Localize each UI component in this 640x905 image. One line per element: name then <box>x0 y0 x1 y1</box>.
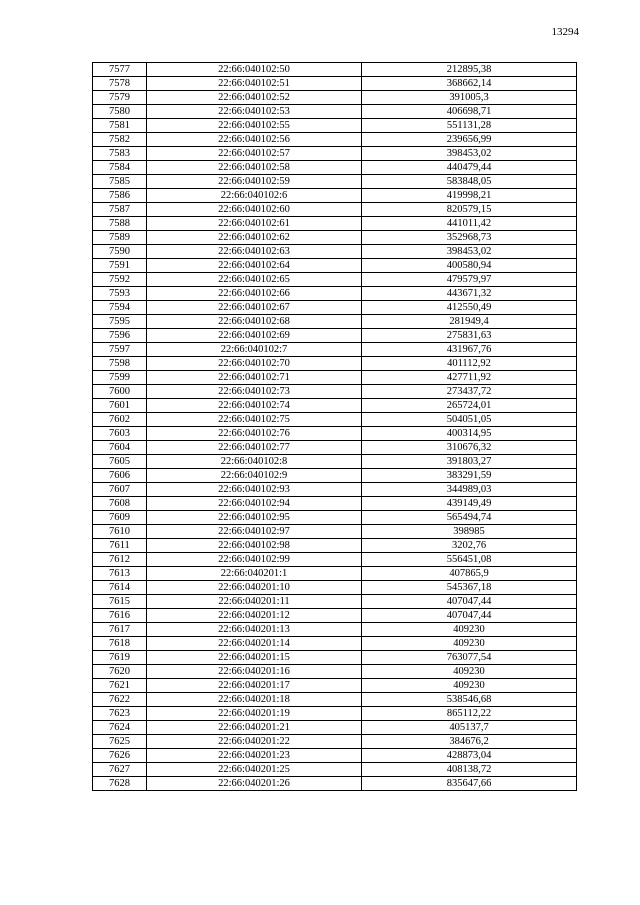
row-number-cell: 7586 <box>93 189 147 203</box>
table-row <box>93 63 577 77</box>
row-number-cell: 7624 <box>93 721 147 735</box>
row-number-cell: 7600 <box>93 385 147 399</box>
cadastral-value-cell: 431967,76 <box>362 343 577 357</box>
row-number-cell: 7593 <box>93 287 147 301</box>
row-number-cell: 7626 <box>93 749 147 763</box>
table-row <box>93 651 577 665</box>
cadastral-number-cell: 22:66:040102:95 <box>147 511 362 525</box>
cadastral-value-cell: 479579,97 <box>362 273 577 287</box>
row-number-cell: 7597 <box>93 343 147 357</box>
cadastral-number-cell: 22:66:040201:19 <box>147 707 362 721</box>
cadastral-value-cell: 440479,44 <box>362 161 577 175</box>
cadastral-number-cell: 22:66:040201:26 <box>147 777 362 791</box>
row-number-cell: 7583 <box>93 147 147 161</box>
table-row <box>93 623 577 637</box>
table-row <box>93 413 577 427</box>
row-number-cell: 7610 <box>93 525 147 539</box>
row-number-cell: 7622 <box>93 693 147 707</box>
table-row <box>93 105 577 119</box>
cadastral-number-cell: 22:66:040201:11 <box>147 595 362 609</box>
cadastral-value-cell: 439149,49 <box>362 497 577 511</box>
table-row <box>93 259 577 273</box>
table-row <box>93 455 577 469</box>
cadastral-value-cell: 412550,49 <box>362 301 577 315</box>
table-row <box>93 427 577 441</box>
cadastral-value-cell: 820579,15 <box>362 203 577 217</box>
cadastral-number-cell: 22:66:040102:65 <box>147 273 362 287</box>
cadastral-value-cell: 391803,27 <box>362 455 577 469</box>
table-row <box>93 721 577 735</box>
cadastral-value-cell: 352968,73 <box>362 231 577 245</box>
cadastral-value-cell: 443671,32 <box>362 287 577 301</box>
cadastral-number-cell: 22:66:040102:97 <box>147 525 362 539</box>
table-row <box>93 133 577 147</box>
row-number-cell: 7596 <box>93 329 147 343</box>
cadastral-number-cell: 22:66:040102:8 <box>147 455 362 469</box>
cadastral-number-cell: 22:66:040102:64 <box>147 259 362 273</box>
row-number-cell: 7577 <box>93 63 147 77</box>
table-row <box>93 525 577 539</box>
cadastral-number-cell: 22:66:040201:14 <box>147 637 362 651</box>
table-row <box>93 609 577 623</box>
table-row <box>93 679 577 693</box>
cadastral-number-cell: 22:66:040102:67 <box>147 301 362 315</box>
row-number-cell: 7590 <box>93 245 147 259</box>
cadastral-value-cell: 763077,54 <box>362 651 577 665</box>
row-number-cell: 7604 <box>93 441 147 455</box>
cadastral-value-cell: 583848,05 <box>362 175 577 189</box>
table-row <box>93 497 577 511</box>
cadastral-number-cell: 22:66:040102:52 <box>147 91 362 105</box>
row-number-cell: 7621 <box>93 679 147 693</box>
cadastral-value-cell: 428873,04 <box>362 749 577 763</box>
cadastral-value-cell: 407865,9 <box>362 567 577 581</box>
cadastral-value-cell: 239656,99 <box>362 133 577 147</box>
row-number-cell: 7602 <box>93 413 147 427</box>
cadastral-number-cell: 22:66:040102:59 <box>147 175 362 189</box>
row-number-cell: 7623 <box>93 707 147 721</box>
cadastral-number-cell: 22:66:040201:18 <box>147 693 362 707</box>
cadastral-value-cell: 400314,95 <box>362 427 577 441</box>
page-number: 13294 <box>551 26 579 38</box>
table-row <box>93 231 577 245</box>
cadastral-value-cell: 391005,3 <box>362 91 577 105</box>
cadastral-number-cell: 22:66:040102:94 <box>147 497 362 511</box>
cadastral-value-cell: 865112,22 <box>362 707 577 721</box>
cadastral-value-cell: 504051,05 <box>362 413 577 427</box>
table-row <box>93 735 577 749</box>
cadastral-number-cell: 22:66:040102:63 <box>147 245 362 259</box>
table-row <box>93 665 577 679</box>
table-row <box>93 119 577 133</box>
cadastral-number-cell: 22:66:040102:66 <box>147 287 362 301</box>
cadastral-value-cell: 344989,03 <box>362 483 577 497</box>
row-number-cell: 7609 <box>93 511 147 525</box>
table-row <box>93 707 577 721</box>
cadastral-value-cell: 401112,92 <box>362 357 577 371</box>
row-number-cell: 7607 <box>93 483 147 497</box>
table-row <box>93 763 577 777</box>
row-number-cell: 7606 <box>93 469 147 483</box>
cadastral-value-cell: 405137,7 <box>362 721 577 735</box>
table-row <box>93 777 577 791</box>
table-row <box>93 175 577 189</box>
cadastral-number-cell: 22:66:040102:98 <box>147 539 362 553</box>
cadastral-number-cell: 22:66:040102:7 <box>147 343 362 357</box>
cadastral-number-cell: 22:66:040201:25 <box>147 763 362 777</box>
cadastral-number-cell: 22:66:040201:16 <box>147 665 362 679</box>
cadastral-number-cell: 22:66:040102:75 <box>147 413 362 427</box>
table-row <box>93 315 577 329</box>
row-number-cell: 7613 <box>93 567 147 581</box>
cadastral-number-cell: 22:66:040102:53 <box>147 105 362 119</box>
row-number-cell: 7591 <box>93 259 147 273</box>
table-row <box>93 511 577 525</box>
table-row <box>93 301 577 315</box>
cadastral-number-cell: 22:66:040201:22 <box>147 735 362 749</box>
table-body <box>93 63 577 791</box>
cadastral-value-table <box>92 62 577 791</box>
row-number-cell: 7616 <box>93 609 147 623</box>
cadastral-value-cell: 406698,71 <box>362 105 577 119</box>
table-row <box>93 399 577 413</box>
table-row <box>93 161 577 175</box>
row-number-cell: 7608 <box>93 497 147 511</box>
table-row <box>93 329 577 343</box>
row-number-cell: 7588 <box>93 217 147 231</box>
cadastral-number-cell: 22:66:040102:51 <box>147 77 362 91</box>
table-row <box>93 567 577 581</box>
table-row <box>93 91 577 105</box>
table-row <box>93 203 577 217</box>
row-number-cell: 7582 <box>93 133 147 147</box>
table-row <box>93 357 577 371</box>
row-number-cell: 7617 <box>93 623 147 637</box>
cadastral-number-cell: 22:66:040201:17 <box>147 679 362 693</box>
cadastral-number-cell: 22:66:040102:50 <box>147 63 362 77</box>
table-row <box>93 371 577 385</box>
cadastral-number-cell: 22:66:040102:76 <box>147 427 362 441</box>
cadastral-value-cell: 398453,02 <box>362 147 577 161</box>
cadastral-number-cell: 22:66:040102:68 <box>147 315 362 329</box>
table-row <box>93 581 577 595</box>
row-number-cell: 7601 <box>93 399 147 413</box>
row-number-cell: 7603 <box>93 427 147 441</box>
cadastral-value-cell: 409230 <box>362 637 577 651</box>
cadastral-value-cell: 409230 <box>362 679 577 693</box>
row-number-cell: 7625 <box>93 735 147 749</box>
cadastral-number-cell: 22:66:040201:1 <box>147 567 362 581</box>
table-row <box>93 637 577 651</box>
cadastral-value-cell: 398985 <box>362 525 577 539</box>
cadastral-number-cell: 22:66:040102:71 <box>147 371 362 385</box>
cadastral-value-cell: 384676,2 <box>362 735 577 749</box>
cadastral-value-cell: 368662,14 <box>362 77 577 91</box>
row-number-cell: 7578 <box>93 77 147 91</box>
row-number-cell: 7579 <box>93 91 147 105</box>
table-row <box>93 441 577 455</box>
cadastral-value-cell: 273437,72 <box>362 385 577 399</box>
row-number-cell: 7598 <box>93 357 147 371</box>
row-number-cell: 7619 <box>93 651 147 665</box>
cadastral-number-cell: 22:66:040201:23 <box>147 749 362 763</box>
row-number-cell: 7585 <box>93 175 147 189</box>
cadastral-number-cell: 22:66:040102:61 <box>147 217 362 231</box>
cadastral-number-cell: 22:66:040102:56 <box>147 133 362 147</box>
cadastral-number-cell: 22:66:040102:9 <box>147 469 362 483</box>
cadastral-value-cell: 398453,02 <box>362 245 577 259</box>
row-number-cell: 7589 <box>93 231 147 245</box>
cadastral-value-cell: 427711,92 <box>362 371 577 385</box>
cadastral-value-cell: 835647,66 <box>362 777 577 791</box>
row-number-cell: 7594 <box>93 301 147 315</box>
cadastral-number-cell: 22:66:040102:60 <box>147 203 362 217</box>
table-row <box>93 469 577 483</box>
cadastral-number-cell: 22:66:040102:58 <box>147 161 362 175</box>
row-number-cell: 7614 <box>93 581 147 595</box>
row-number-cell: 7612 <box>93 553 147 567</box>
cadastral-value-cell: 409230 <box>362 665 577 679</box>
table-row <box>93 595 577 609</box>
row-number-cell: 7605 <box>93 455 147 469</box>
table-row <box>93 553 577 567</box>
cadastral-number-cell: 22:66:040201:13 <box>147 623 362 637</box>
cadastral-value-cell: 265724,01 <box>362 399 577 413</box>
cadastral-number-cell: 22:66:040102:57 <box>147 147 362 161</box>
cadastral-number-cell: 22:66:040102:99 <box>147 553 362 567</box>
table-row <box>93 749 577 763</box>
cadastral-value-cell: 409230 <box>362 623 577 637</box>
table-row <box>93 539 577 553</box>
row-number-cell: 7620 <box>93 665 147 679</box>
row-number-cell: 7595 <box>93 315 147 329</box>
cadastral-number-cell: 22:66:040102:77 <box>147 441 362 455</box>
table-row <box>93 217 577 231</box>
table-row <box>93 77 577 91</box>
row-number-cell: 7584 <box>93 161 147 175</box>
cadastral-number-cell: 22:66:040102:62 <box>147 231 362 245</box>
cadastral-value-cell: 408138,72 <box>362 763 577 777</box>
cadastral-value-cell: 3202,76 <box>362 539 577 553</box>
row-number-cell: 7599 <box>93 371 147 385</box>
table-row <box>93 385 577 399</box>
cadastral-value-cell: 400580,94 <box>362 259 577 273</box>
table-row <box>93 483 577 497</box>
cadastral-number-cell: 22:66:040201:12 <box>147 609 362 623</box>
row-number-cell: 7618 <box>93 637 147 651</box>
table-row <box>93 245 577 259</box>
cadastral-number-cell: 22:66:040102:70 <box>147 357 362 371</box>
row-number-cell: 7587 <box>93 203 147 217</box>
row-number-cell: 7581 <box>93 119 147 133</box>
cadastral-value-cell: 212895,38 <box>362 63 577 77</box>
cadastral-number-cell: 22:66:040201:15 <box>147 651 362 665</box>
row-number-cell: 7627 <box>93 763 147 777</box>
cadastral-value-cell: 441011,42 <box>362 217 577 231</box>
cadastral-value-cell: 551131,28 <box>362 119 577 133</box>
cadastral-number-cell: 22:66:040102:6 <box>147 189 362 203</box>
cadastral-value-cell: 310676,32 <box>362 441 577 455</box>
table-row <box>93 189 577 203</box>
table-row <box>93 147 577 161</box>
table-row <box>93 343 577 357</box>
cadastral-value-cell: 565494,74 <box>362 511 577 525</box>
cadastral-value-cell: 419998,21 <box>362 189 577 203</box>
cadastral-number-cell: 22:66:040102:74 <box>147 399 362 413</box>
cadastral-number-cell: 22:66:040102:93 <box>147 483 362 497</box>
table-row <box>93 693 577 707</box>
cadastral-value-cell: 281949,4 <box>362 315 577 329</box>
cadastral-number-cell: 22:66:040102:73 <box>147 385 362 399</box>
cadastral-number-cell: 22:66:040102:69 <box>147 329 362 343</box>
cadastral-value-cell: 556451,08 <box>362 553 577 567</box>
cadastral-value-cell: 545367,18 <box>362 581 577 595</box>
table-row <box>93 273 577 287</box>
row-number-cell: 7592 <box>93 273 147 287</box>
row-number-cell: 7611 <box>93 539 147 553</box>
row-number-cell: 7615 <box>93 595 147 609</box>
cadastral-number-cell: 22:66:040102:55 <box>147 119 362 133</box>
cadastral-value-cell: 538546,68 <box>362 693 577 707</box>
cadastral-value-cell: 383291,59 <box>362 469 577 483</box>
cadastral-value-cell: 407047,44 <box>362 595 577 609</box>
table-row <box>93 287 577 301</box>
cadastral-value-cell: 275831,63 <box>362 329 577 343</box>
cadastral-number-cell: 22:66:040201:10 <box>147 581 362 595</box>
cadastral-number-cell: 22:66:040201:21 <box>147 721 362 735</box>
row-number-cell: 7580 <box>93 105 147 119</box>
cadastral-value-cell: 407047,44 <box>362 609 577 623</box>
row-number-cell: 7628 <box>93 777 147 791</box>
